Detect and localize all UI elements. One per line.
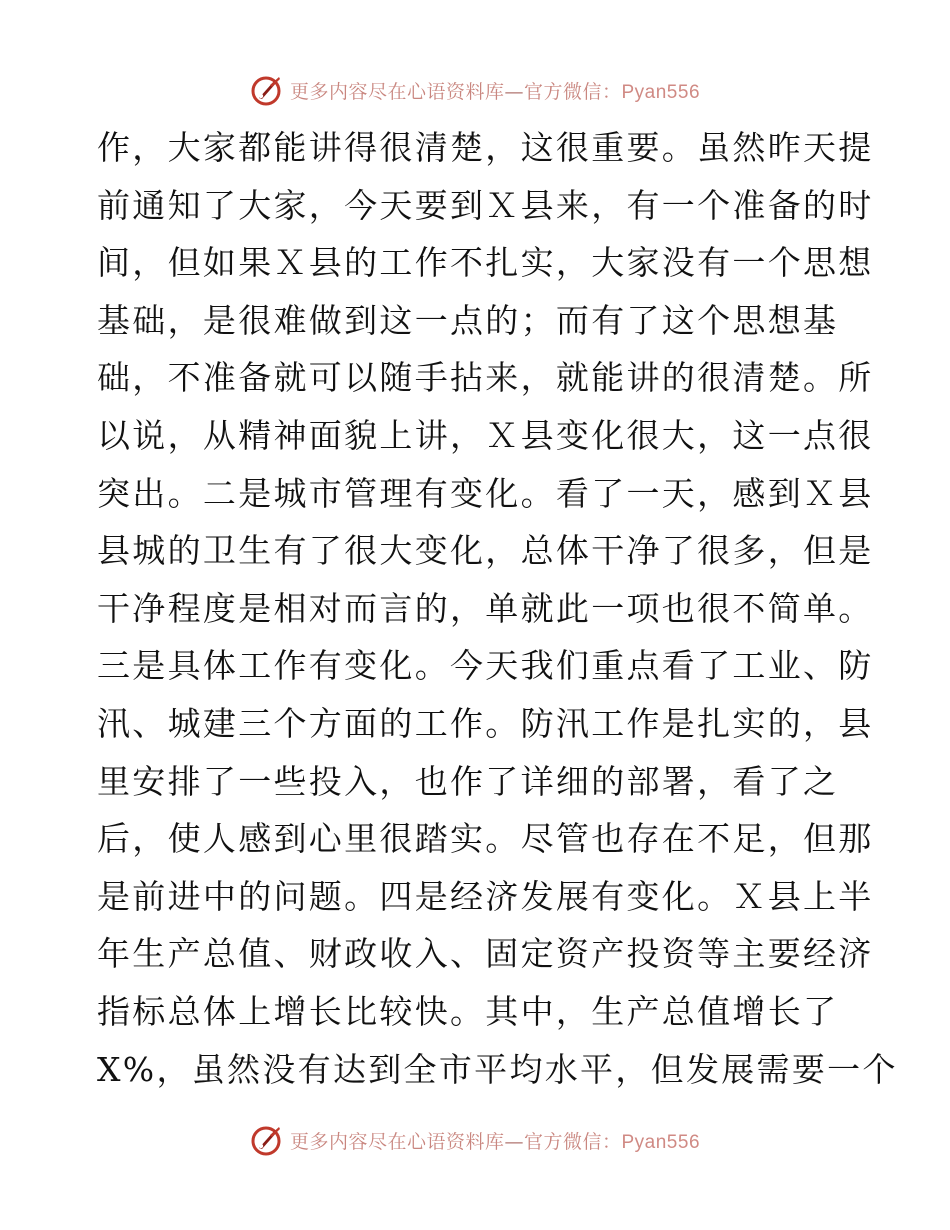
body-line: 里安排了一些投入，也作了详细的部署，看了之 xyxy=(97,761,839,801)
body-line: 县城的卫生有了很大变化，总体干净了很多，但是 xyxy=(97,531,874,571)
body-line: 前通知了大家，今天要到Ｘ县来，有一个准备的时 xyxy=(97,185,874,225)
header-banner-text xyxy=(290,77,700,104)
body-line: 指标总体上增长比较快。其中，生产总值增长了 xyxy=(97,991,839,1031)
body-line: 作，大家都能讲得很清楚，这很重要。虽然昨天提 xyxy=(97,128,874,167)
footer-banner-text xyxy=(290,1127,700,1154)
body-line: 三是具体工作有变化。今天我们重点看了工业、防 xyxy=(97,646,874,686)
body-line: 干净程度是相对而言的，单就此一项也很不简单。 xyxy=(97,588,874,628)
body-line: X%，虽然没有达到全市平均水平，但发展需要一个 xyxy=(97,1049,898,1089)
footer-separator: — xyxy=(504,1130,524,1153)
header-brand: 更多内容尽在心语资料库 xyxy=(289,80,505,103)
footer-wechat-id: Pyan556 xyxy=(621,1131,701,1153)
body-line: 间，但如果Ｘ县的工作不扎实，大家没有一个思想 xyxy=(97,243,874,283)
footer-brand: 更多内容尽在心语资料库 xyxy=(289,1130,505,1153)
body-line: 基础，是很难做到这一点的；而有了这个思想基 xyxy=(97,300,839,340)
body-line: 础，不准备就可以随手拈来，就能讲的很清楚。所 xyxy=(97,358,874,398)
header-separator: — xyxy=(504,80,524,103)
body-line: 汛、城建三个方面的工作。防汛工作是扎实的，县 xyxy=(97,703,874,743)
header-wechat-label: 官方微信： xyxy=(523,80,622,103)
document-body xyxy=(97,119,898,1098)
footer-watermark xyxy=(0,1120,950,1160)
body-line: 突出。二是城市管理有变化。看了一天，感到Ｘ县 xyxy=(97,473,874,513)
header-wechat-id: Pyan556 xyxy=(621,81,701,103)
quill-circle-icon xyxy=(250,73,284,107)
body-line: 年生产总值、财政收入、固定资产投资等主要经济 xyxy=(97,934,874,974)
body-line: 以说，从精神面貌上讲，Ｘ县变化很大，这一点很 xyxy=(97,415,874,455)
header-watermark xyxy=(0,70,950,110)
body-line: 是前进中的问题。四是经济发展有变化。Ｘ县上半 xyxy=(97,876,874,916)
quill-circle-icon xyxy=(250,1123,284,1157)
footer-wechat-label: 官方微信： xyxy=(523,1130,622,1153)
body-line: 后，使人感到心里很踏实。尽管也存在不足，但那 xyxy=(97,819,874,859)
